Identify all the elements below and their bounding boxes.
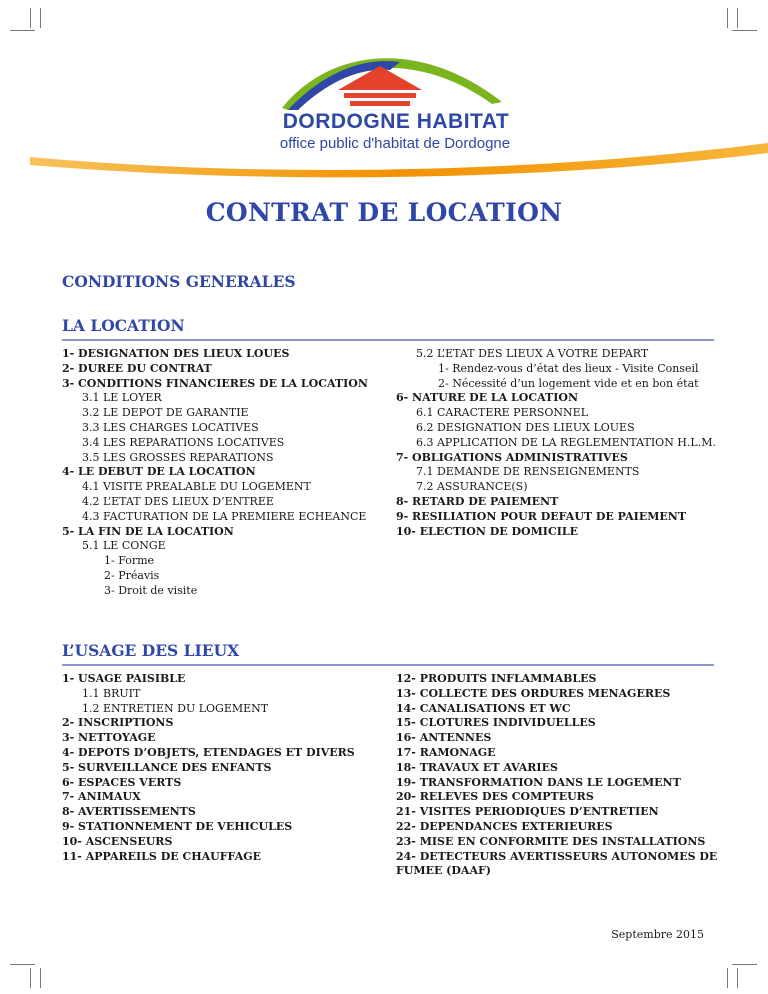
toc-item: 2- INSCRIPTIONS	[62, 716, 174, 730]
toc-item: 17- RAMONAGE	[396, 745, 496, 759]
toc-item: 5.2 L’ETAT DES LIEUX A VOTRE DEPART	[416, 347, 649, 360]
usage-heading: L’USAGE DES LIEUX	[62, 641, 240, 660]
toc-item: 12- PRODUITS INFLAMMABLES	[396, 672, 597, 685]
toc-item: 5- LA FIN DE LA LOCATION	[62, 524, 234, 538]
toc-item: 6.3 APPLICATION DE LA REGLEMENTATION H.L.M.	[416, 435, 716, 449]
toc-item: 9- RESILIATION POUR DEFAUT DE PAIEMENT	[396, 509, 687, 523]
toc-item: 3.5 LES GROSSES REPARATIONS	[82, 450, 274, 464]
toc-item: 7.2 ASSURANCE(S)	[416, 480, 528, 494]
toc-item: 3- CONDITIONS FINANCIERES DE LA LOCATION	[62, 376, 368, 390]
toc-item: 9- STATIONNEMENT DE VEHICULES	[62, 819, 293, 833]
brand-subtitle: office public d'habitat de Dordogne	[279, 135, 511, 152]
toc-item: 4- DEPOTS D’OBJETS, ETENDAGES ET DIVERS	[62, 745, 355, 759]
toc-item: 7- ANIMAUX	[62, 790, 141, 804]
toc-item: 6.1 CARACTERE PERSONNEL	[416, 406, 589, 420]
toc-item: 24- DETECTEURS AVERTISSEURS AUTONOMES DE	[396, 849, 718, 863]
location-left-list	[62, 347, 368, 599]
toc-item: 2- Nécessité d’un logement vide et en bon état	[438, 376, 699, 390]
toc-item: 3.4 LES REPARATIONS LOCATIVES	[82, 435, 285, 449]
toc-item: 5- SURVEILLANCE DES ENFANTS	[62, 760, 272, 774]
toc-item: 4.3 FACTURATION DE LA PREMIERE ECHEANCE	[82, 509, 367, 523]
brand-name: DORDOGNE HABITAT	[282, 110, 510, 133]
toc-item: 5.1 LE CONGE	[82, 539, 166, 553]
toc-item: 10- ASCENSEURS	[62, 834, 173, 848]
toc-item: 8- RETARD DE PAIEMENT	[396, 494, 559, 508]
footer-date: Septembre 2015	[611, 928, 704, 941]
toc-item: 15- CLOTURES INDIVIDUELLES	[396, 716, 596, 730]
toc-item: 1- Rendez-vous d’état des lieux - Visite Conseil	[438, 361, 699, 375]
toc-item: 3- NETTOYAGE	[62, 731, 156, 745]
toc-item: 4.1 VISITE PREALABLE DU LOGEMENT	[82, 480, 311, 494]
toc-item: 6- NATURE DE LA LOCATION	[396, 391, 578, 405]
toc-item: 1.1 BRUIT	[82, 686, 141, 700]
toc-item: 6.2 DESIGNATION DES LIEUX LOUES	[416, 420, 635, 434]
toc-item: 2- Préavis	[104, 568, 160, 582]
toc-item: 19- TRANSFORMATION DANS LE LOGEMENT	[396, 775, 681, 789]
document-title: CONTRAT DE LOCATION	[205, 198, 563, 227]
toc-item: 1.2 ENTRETIEN DU LOGEMENT	[82, 701, 269, 715]
toc-item: 10- ELECTION DE DOMICILE	[396, 524, 578, 538]
toc-item: 7- OBLIGATIONS ADMINISTRATIVES	[396, 450, 628, 464]
toc-item: 4.2 L’ETAT DES LIEUX D’ENTREE	[82, 494, 274, 508]
toc-item: 1- Forme	[104, 554, 155, 568]
toc-item: 14- CANALISATIONS ET WC	[396, 701, 571, 715]
toc-item: 8- AVERTISSEMENTS	[62, 805, 196, 819]
location-right-list	[396, 347, 716, 539]
toc-item: 6- ESPACES VERTS	[62, 775, 182, 789]
toc-item: 4- LE DEBUT DE LA LOCATION	[62, 465, 256, 479]
toc-item: 13- COLLECTE DES ORDURES MENAGERES	[396, 686, 671, 700]
toc-item: 3.3 LES CHARGES LOCATIVES	[82, 420, 259, 434]
toc-item: 11- APPAREILS DE CHAUFFAGE	[62, 849, 262, 863]
toc-item: 3.1 LE LOYER	[82, 391, 162, 405]
conditions-heading: CONDITIONS GENERALES	[62, 272, 296, 291]
usage-left-list	[62, 672, 355, 864]
toc-item: 3.2 LE DEPOT DE GARANTIE	[82, 406, 249, 420]
toc-item: 22- DEPENDANCES EXTERIEURES	[396, 819, 613, 833]
location-heading: LA LOCATION	[62, 316, 185, 335]
toc-item: FUMEE (DAAF)	[396, 864, 492, 878]
toc-item: 18- TRAVAUX ET AVARIES	[396, 760, 558, 774]
toc-item: 16- ANTENNES	[396, 731, 492, 745]
toc-item: 1- USAGE PAISIBLE	[62, 672, 186, 685]
toc-item: 2- DUREE DU CONTRAT	[62, 361, 212, 375]
divider	[62, 664, 714, 666]
orange-swoosh	[0, 135, 768, 185]
toc-item: 20- RELEVES DES COMPTEURS	[396, 790, 594, 804]
toc-item: 23- MISE EN CONFORMITE DES INSTALLATIONS	[396, 834, 706, 848]
toc-item: 21- VISITES PERIODIQUES D’ENTRETIEN	[396, 805, 659, 819]
toc-item: 7.1 DEMANDE DE RENSEIGNEMENTS	[416, 465, 640, 479]
toc-item: 1- DESIGNATION DES LIEUX LOUES	[62, 347, 290, 360]
usage-right-list	[396, 672, 717, 879]
divider	[62, 339, 714, 341]
toc-item: 3- Droit de visite	[104, 583, 198, 597]
